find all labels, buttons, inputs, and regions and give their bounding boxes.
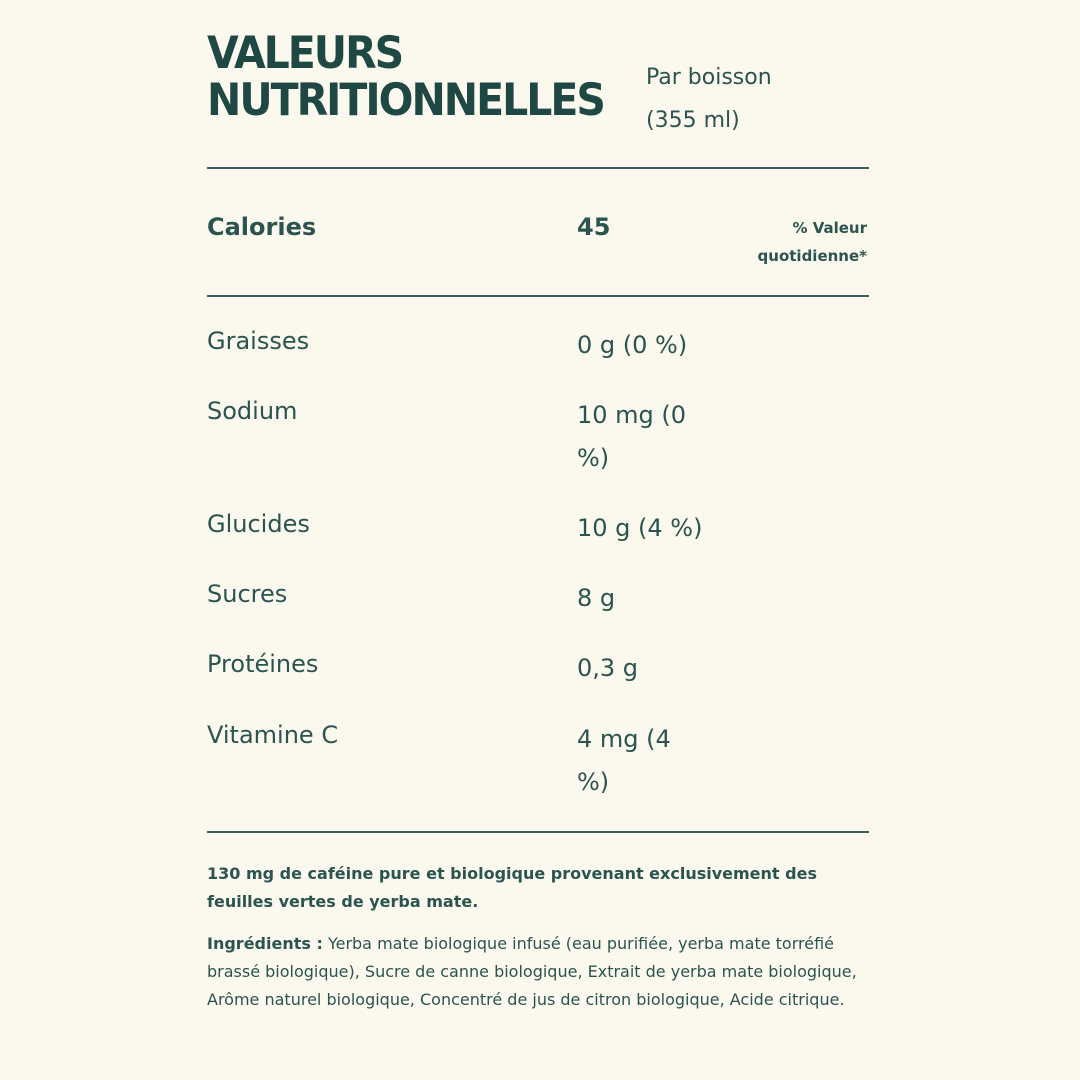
divider-bottom [207, 831, 869, 833]
calories-label: Calories [207, 213, 317, 241]
caffeine-note: 130 mg de caféine pure et biologique provenant exclusivement des feuilles vertes de yerba mate. [207, 864, 817, 911]
calories-value: 45 [577, 213, 611, 241]
divider-top [207, 167, 869, 169]
daily-value-line-1: % Valeur [792, 219, 867, 237]
serving-line-1: Par boisson [646, 65, 772, 90]
daily-value-header [758, 214, 867, 270]
serving-line-2: (355 ml) [646, 108, 740, 133]
nutrient-value: 4 mg (4 %) [577, 725, 671, 796]
nutrient-value: 10 g (4 %) [577, 514, 703, 542]
nutrient-name: Protéines [207, 650, 319, 678]
nutrient-name: Graisses [207, 327, 310, 355]
ingredients-text [207, 930, 867, 1014]
nutrient-name: Sodium [207, 397, 298, 425]
serving-size [646, 56, 772, 142]
daily-value-line-2: quotidienne* [757, 247, 867, 265]
ingredients-label: Ingrédients : [207, 934, 323, 953]
nutrient-value: 8 g [577, 584, 616, 612]
ingredients-list: Yerba mate biologique infusé (eau purifiée, yerba mate torréfié brassé biologique), Sucre de canne biologique, Extrait de yerba mate biologique, Arôme naturel biologique, Concentré de jus de citron biologique, Acide citrique. [207, 934, 857, 1009]
divider-middle [207, 295, 869, 297]
nutrient-value: 0,3 g [577, 654, 639, 682]
nutrient-name: Vitamine C [207, 721, 339, 749]
nutrient-value: 0 g (0 %) [577, 331, 688, 359]
nutrition-title [207, 26, 604, 126]
nutrient-name: Glucides [207, 510, 310, 538]
title-line-1: VALEURS [207, 26, 403, 79]
nutrient-name: Sucres [207, 580, 288, 608]
title-line-2: NUTRITIONNELLES [207, 73, 604, 126]
nutrient-value: 10 mg (0 %) [577, 401, 687, 472]
